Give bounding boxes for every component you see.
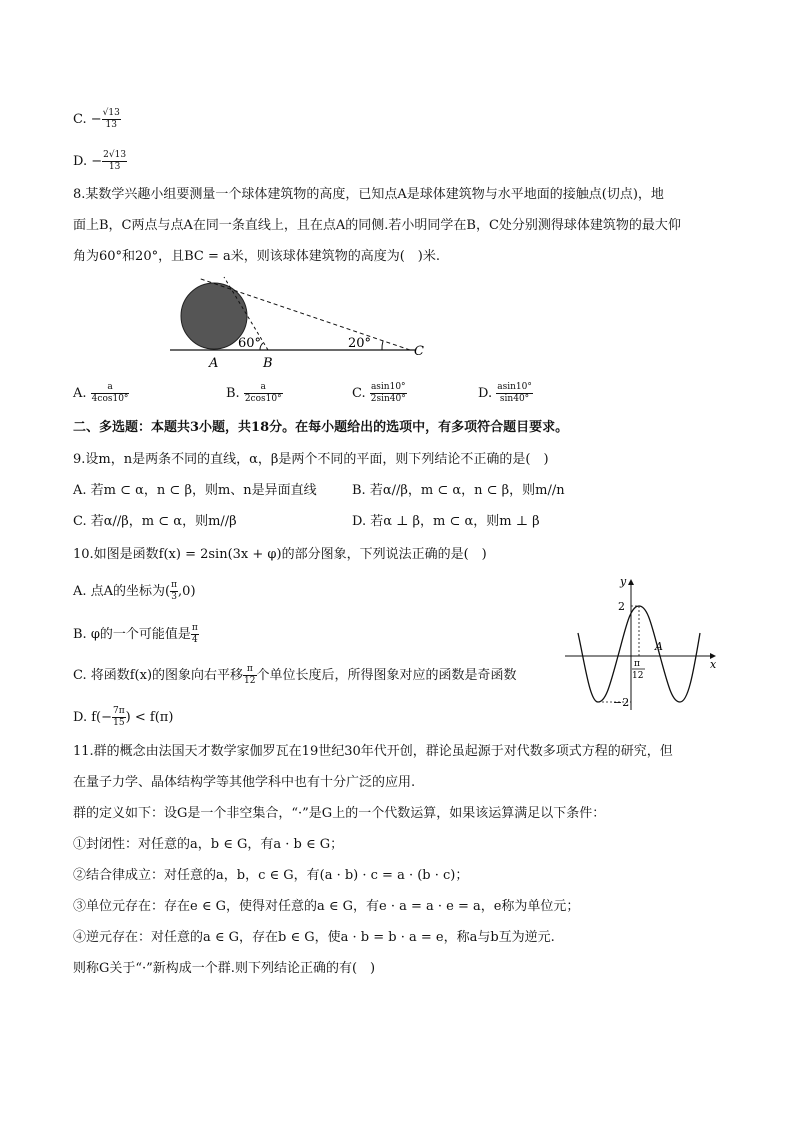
q8-line-3: 角为60°和20°，且BC = a米，则该球体建筑物的高度为( )米. [73,249,441,264]
y-axis-arrow [628,579,634,585]
option-text: A. 点A的坐标为( [73,584,171,599]
numerator: 2√13 [103,150,127,160]
option-label: C. [352,386,366,401]
q11-question: 则称G关于“·”新构成一个群.则下列结论正确的有( ) [73,961,376,976]
fraction [102,150,127,173]
fraction [112,706,126,729]
section-heading: 二、多选题：本题共3小题，共18分。在每小题给出的选项中，有多项符合题目要求。 [73,420,569,435]
fraction [170,580,178,603]
q9-option-c: C. 若α//β，m ⊂ α，则m//β [73,514,237,529]
q7-option-d [73,150,127,173]
option-text: C. 将函数f(x)的图象向右平移 [73,668,244,683]
option-label: D. [478,386,493,401]
denominator: 2cos10° [244,394,282,404]
minus-sign: − [90,112,102,127]
q11-condition-4: ④逆元存在：对任意的a ∈ G，存在b ∈ G，使a · b = b · a = e，称a与b互为逆元. [73,930,555,945]
option-text-end: ,0) [178,584,196,599]
q11-condition-3: ③单位元存在：存在e ∈ G，使得对任意的a ∈ G，有e · a = a · e = a，e称为单位元； [73,899,580,914]
x-tick-numerator: π [634,659,640,669]
option-label: B. [226,386,240,401]
q11-line-2: 在量子力学、晶体结构学等其他学科中也有十分广泛的应用. [73,775,416,790]
option-text-end: ) < f(π) [125,710,174,725]
q11-condition-1: ①封闭性：对任意的a，b ∈ G，有a · b ∈ G； [73,837,344,852]
numerator: √13 [102,108,120,118]
q8-option-a [73,382,129,405]
numerator: asin10° [497,382,532,392]
fraction [243,664,256,687]
numerator: π [171,580,178,590]
q10-option-b [73,623,199,646]
q10-option-a [73,580,196,603]
q10-option-d [73,706,173,729]
q8-line-1: 8.某数学兴趣小组要测量一个球体建筑物的高度，已知点A是球体建筑物与水平地面的接触点(切点)，地 [73,187,664,202]
numerator: π [191,623,198,633]
label-angle-60: 60° [238,336,262,351]
label-b: B [263,356,273,371]
q7-option-c [73,108,121,131]
tick-label-neg2: −2 [613,696,630,709]
label-a: A [209,356,219,371]
q8-line-2: 面上B，C两点与点A在同一条直线上，且在点A的同侧.若小明同学在B，C处分别测得球体建筑物的最大仰 [73,218,681,233]
fraction [244,382,283,405]
q10-stem: 10.如图是函数f(x) = 2sin(3x + φ)的部分图象，下列说法正确的是( ) [73,547,487,562]
fraction [191,623,199,646]
x-axis-label: x [710,658,717,671]
denominator: sin40° [499,394,530,404]
q8-sphere-figure [160,275,460,375]
point-a-label: A [655,640,663,653]
option-text-end: 个单位长度后，所得图象对应的函数是奇函数 [256,668,517,683]
option-label: C. [73,112,87,127]
q9-option-a: A. 若m ⊂ α，n ⊂ β，则m、n是异面直线 [73,483,317,498]
q9-stem: 9.设m，n是两条不同的直线，α，β是两个不同的平面，则下列结论不正确的是( ) [73,452,549,467]
label-c: C [414,344,424,359]
q10-option-c [73,664,517,687]
denominator: 2sin40° [370,394,406,404]
tick-label-2: 2 [618,600,625,613]
fraction [102,108,121,131]
fraction [370,382,407,405]
y-axis-label: y [620,575,627,588]
minus-sign: − [91,154,103,169]
numerator: a [244,382,283,394]
q11-line-3: 群的定义如下：设G是一个非空集合，“·”是G上的一个代数运算，如果该运算满足以下条件： [73,806,606,821]
denominator: 13 [108,162,121,172]
denominator: 12 [244,676,256,686]
q8-option-b [226,382,283,405]
q8-option-d [478,382,533,405]
x-tick-denominator: 12 [632,671,644,681]
q8-option-c [352,382,407,405]
q9-option-d: D. 若α ⊥ β，m ⊂ α，则m ⊥ β [352,514,540,529]
denominator: 15 [113,718,125,728]
option-text: D. f(− [73,710,112,725]
q11-line-1: 11.群的概念由法国天才数学家伽罗瓦在19世纪30年代开创，群论虽起源于对代数多项式方程的研究，但 [73,744,673,759]
label-angle-20: 20° [348,336,372,351]
q10-sine-graph [560,575,720,715]
q11-condition-2: ②结合律成立：对任意的a，b，c ∈ G，有(a · b) · c = a · (b · c)； [73,868,469,883]
numerator: 7π [113,706,125,716]
fraction [496,382,533,405]
denominator: 4cos10° [91,394,129,404]
numerator: π [243,664,256,676]
numerator: asin10° [370,382,406,392]
numerator: a [91,382,130,394]
angle-arc-c [382,341,383,350]
option-label: D. [73,154,88,169]
denominator: 3 [171,592,177,602]
fraction [91,382,130,405]
option-text: B. φ的一个可能值是 [73,627,191,642]
q9-option-b: B. 若α//β，m ⊂ α，n ⊂ β，则m//n [352,483,565,498]
denominator: 13 [105,120,117,130]
option-label: A. [73,386,87,401]
denominator: 4 [192,635,198,645]
